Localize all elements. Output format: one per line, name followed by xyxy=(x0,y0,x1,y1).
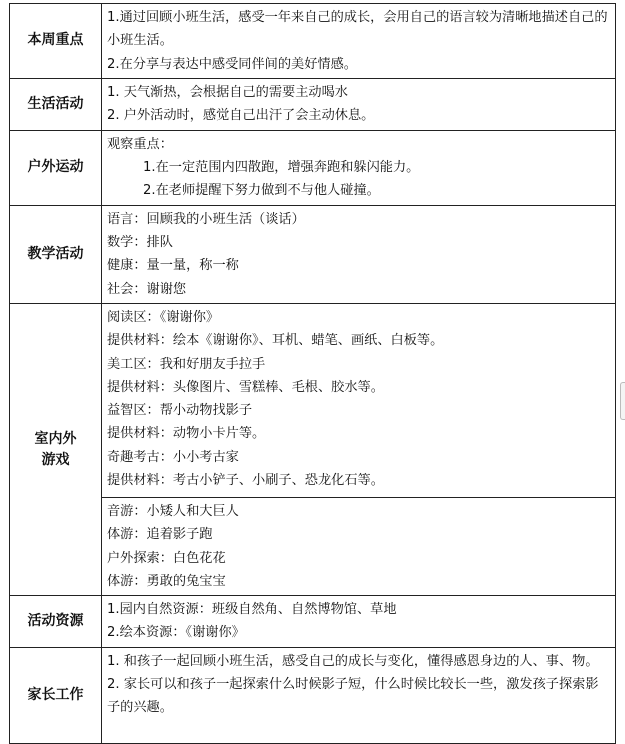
parent-work-heading: 家长工作 xyxy=(10,647,102,743)
row-games-indoor xyxy=(10,303,616,497)
teaching-activity-content xyxy=(102,205,616,303)
teaching-activity-line-4: 社会：谢谢您 xyxy=(107,281,187,297)
indoor-games-line-6: 提供材料：动物小卡片等。 xyxy=(107,426,266,442)
outdoor-sport-intro: 观察重点： xyxy=(107,136,173,152)
outdoor-sport-content xyxy=(102,130,616,205)
row-life-activity xyxy=(10,78,616,130)
games-heading xyxy=(10,303,102,595)
indoor-games-line-5: 益智区：帮小动物找影子 xyxy=(107,403,253,419)
indoor-games-line-7: 奇趣考古：小小考古家 xyxy=(107,449,239,465)
parent-work-line-2: 2. 家长可以和孩子一起探索什么时候影子短，什么时候比较长一些，激发孩子探索影子的兴趣。 xyxy=(107,677,599,716)
weekly-focus-line-1: 1.通过回顾小班生活，感受一年来自己的成长，会用自己的语言较为清晰地描述自己的小班生活。 xyxy=(107,10,608,49)
activity-resources-line-1: 1.园内自然资源：班级自然角、自然博物馆、草地 xyxy=(107,602,397,618)
outdoor-games-line-4: 体游：勇敢的兔宝宝 xyxy=(107,573,226,589)
teaching-activity-line-1: 语言：回顾我的小班生活（谈话） xyxy=(107,211,305,227)
indoor-games-line-8: 提供材料：考古小铲子、小刷子、恐龙化石等。 xyxy=(107,473,384,489)
row-activity-resources xyxy=(10,596,616,648)
activity-resources-heading: 活动资源 xyxy=(10,596,102,648)
indoor-games-line-2: 提供材料：绘本《谢谢你》、耳机、蜡笔、画纸、白板等。 xyxy=(107,333,444,349)
life-activity-line-1: 1. 天气渐热，会根据自己的需要主动喝水 xyxy=(107,84,348,100)
activity-resources-content xyxy=(102,596,616,648)
life-activity-heading: 生活活动 xyxy=(10,78,102,130)
row-teaching-activity xyxy=(10,205,616,303)
weekly-focus-line-2: 2.在分享与表达中感受同伴间的美好情感。 xyxy=(107,56,357,72)
weekly-plan-table xyxy=(9,3,616,744)
weekly-focus-heading: 本周重点 xyxy=(10,4,102,79)
games-heading-line-1: 室内外 xyxy=(34,430,77,447)
row-parent-work xyxy=(10,647,616,743)
teaching-activity-line-2: 数学：排队 xyxy=(107,235,173,251)
indoor-games-line-4: 提供材料：头像图片、雪糕棒、毛根、胶水等。 xyxy=(107,379,384,395)
outdoor-sport-line-2: 2.在老师提醒下努力做到不与他人碰撞。 xyxy=(143,183,380,199)
outdoor-games-line-3: 户外探索：白色花花 xyxy=(107,550,226,566)
teaching-activity-heading: 教学活动 xyxy=(10,205,102,303)
outdoor-sport-line-1: 1.在一定范围内四散跑，增强奔跑和躲闪能力。 xyxy=(143,160,420,176)
row-weekly-focus xyxy=(10,4,616,79)
teaching-activity-line-3: 健康：量一量，称一称 xyxy=(107,258,239,274)
parent-work-content xyxy=(102,647,616,743)
outdoor-games-line-1: 音游：小矮人和大巨人 xyxy=(107,503,239,519)
life-activity-line-2: 2. 户外活动时，感觉自己出汗了会主动休息。 xyxy=(107,108,375,124)
row-outdoor-sport xyxy=(10,130,616,205)
indoor-games-line-3: 美工区：我和好朋友手拉手 xyxy=(107,356,266,372)
indoor-games-line-1: 阅读区：《谢谢你》 xyxy=(107,309,220,325)
parent-work-line-1: 1. 和孩子一起回顾小班生活，感受自己的成长与变化，懂得感恩身边的人、事、物。 xyxy=(107,653,599,669)
outdoor-games-content xyxy=(102,497,616,595)
page-scroll-handle[interactable] xyxy=(620,382,625,420)
indoor-games-content xyxy=(102,303,616,497)
outdoor-games-line-2: 体游：追着影子跑 xyxy=(107,527,213,543)
outdoor-sport-heading: 户外运动 xyxy=(10,130,102,205)
activity-resources-line-2: 2.绘本资源：《谢谢你》 xyxy=(107,625,245,641)
weekly-focus-content xyxy=(102,4,616,79)
life-activity-content xyxy=(102,78,616,130)
games-heading-line-2: 游戏 xyxy=(41,451,70,468)
